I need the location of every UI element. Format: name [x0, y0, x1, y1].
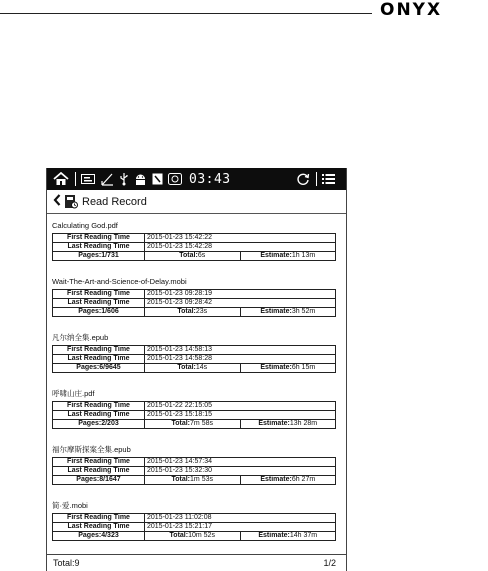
record-table	[52, 513, 336, 541]
flag-icon	[152, 168, 163, 190]
first-reading-row	[53, 290, 336, 299]
summary-row	[53, 532, 336, 541]
status-separator-right	[316, 172, 317, 186]
total-label: Total:	[171, 420, 191, 427]
record-filename: 呼啸山庄.pdf	[52, 389, 95, 398]
last-reading-label: Last Reading Time	[53, 355, 145, 364]
estimate-value: 3h 52m	[291, 308, 316, 315]
menu-icon[interactable]	[322, 168, 335, 190]
pages-value: 4/323	[101, 532, 119, 539]
pages-value: 6/9645	[99, 364, 121, 371]
status-separator	[75, 172, 76, 186]
pen-icon[interactable]	[100, 168, 114, 190]
estimate-label: Estimate:	[258, 532, 290, 539]
title-bar	[47, 190, 346, 214]
first-reading-value: 2015-01-23 11:02:08	[145, 514, 336, 523]
device-screen	[46, 168, 347, 571]
pages-cell	[53, 532, 145, 541]
refresh-icon[interactable]	[296, 168, 310, 190]
pages-label: Pages:	[76, 364, 100, 371]
record-table	[52, 457, 336, 485]
total-label: Total:	[177, 308, 196, 315]
estimate-cell	[240, 420, 336, 429]
estimate-label: Estimate:	[260, 364, 292, 371]
first-reading-value: 2015-01-23 14:57:34	[145, 458, 336, 467]
last-reading-label: Last Reading Time	[53, 523, 145, 532]
record-item[interactable]	[52, 220, 342, 276]
last-reading-value: 2015-01-23 09:28:42	[145, 299, 336, 308]
first-reading-label: First Reading Time	[53, 402, 145, 411]
first-reading-value: 2015-01-23 15:42:22	[145, 234, 336, 243]
total-cell	[145, 420, 241, 429]
total-cell	[145, 308, 241, 317]
total-value: 23s	[195, 308, 208, 315]
estimate-label: Estimate:	[260, 252, 292, 259]
pages-value: 1/731	[101, 252, 119, 259]
record-table	[52, 401, 336, 429]
estimate-cell	[240, 532, 336, 541]
record-table	[52, 233, 336, 261]
pages-label: Pages:	[78, 252, 102, 259]
estimate-label: Estimate:	[258, 420, 290, 427]
total-value: 10m 52s	[188, 532, 215, 539]
estimate-value: 1h 13m	[291, 252, 316, 259]
total-value: 6s	[197, 252, 206, 259]
first-reading-value: 2015-01-23 14:58:13	[145, 346, 336, 355]
first-reading-value: 2015-01-23 09:28:19	[145, 290, 336, 299]
last-reading-label: Last Reading Time	[53, 411, 145, 420]
first-reading-label: First Reading Time	[53, 346, 145, 355]
status-bar	[47, 168, 346, 190]
total-cell	[145, 252, 241, 261]
last-reading-row	[53, 523, 336, 532]
first-reading-label: First Reading Time	[53, 290, 145, 299]
last-reading-value: 2015-01-23 15:42:28	[145, 243, 336, 252]
total-label: Total:	[177, 364, 196, 371]
estimate-label: Estimate:	[260, 308, 292, 315]
summary-row	[53, 308, 336, 317]
clock-icon	[168, 168, 182, 190]
total-cell	[145, 476, 241, 485]
first-reading-label: First Reading Time	[53, 234, 145, 243]
estimate-value: 6h 15m	[291, 364, 316, 371]
usb-icon	[119, 168, 129, 190]
last-reading-value: 2015-01-23 15:21:17	[145, 523, 336, 532]
record-table	[52, 289, 336, 317]
record-item[interactable]	[52, 332, 342, 388]
android-icon	[134, 168, 147, 190]
total-cell	[145, 364, 241, 373]
total-label: Total:	[171, 476, 191, 483]
pages-value: 2/203	[101, 420, 119, 427]
record-filename: Wait-The-Art-and-Science-of-Delay.mobi	[52, 277, 187, 286]
pages-label: Pages:	[78, 532, 102, 539]
first-reading-row	[53, 234, 336, 243]
first-reading-row	[53, 402, 336, 411]
pages-cell	[53, 364, 145, 373]
total-cell	[145, 532, 241, 541]
estimate-value: 14h 37m	[289, 532, 318, 539]
last-reading-row	[53, 411, 336, 420]
last-reading-row	[53, 299, 336, 308]
last-reading-value: 2015-01-23 14:58:28	[145, 355, 336, 364]
first-reading-value: 2015-01-22 22:15:05	[145, 402, 336, 411]
first-reading-row	[53, 514, 336, 523]
last-reading-value: 2015-01-23 15:32:30	[145, 467, 336, 476]
estimate-cell	[240, 308, 336, 317]
record-item[interactable]	[52, 500, 342, 556]
page-title: Read Record	[82, 195, 147, 208]
pages-cell	[53, 252, 145, 261]
record-filename: 福尔摩斯探案全集.epub	[52, 445, 131, 454]
total-label: Total:	[179, 252, 198, 259]
last-reading-row	[53, 243, 336, 252]
keyboard-icon[interactable]	[81, 168, 95, 190]
last-reading-label: Last Reading Time	[53, 299, 145, 308]
estimate-value: 13h 28m	[289, 420, 318, 427]
last-reading-label: Last Reading Time	[53, 467, 145, 476]
list-footer	[47, 554, 346, 571]
record-filename: 简·爱.mobi	[52, 501, 88, 510]
record-item[interactable]	[52, 444, 342, 500]
pages-label: Pages:	[76, 476, 100, 483]
estimate-label: Estimate:	[260, 476, 292, 483]
last-reading-label: Last Reading Time	[53, 243, 145, 252]
last-reading-value: 2015-01-23 15:18:15	[145, 411, 336, 420]
estimate-cell	[240, 364, 336, 373]
pages-value: 1/606	[101, 308, 119, 315]
pages-label: Pages:	[78, 420, 102, 427]
summary-row	[53, 364, 336, 373]
status-time: 03:43	[189, 171, 231, 187]
summary-row	[53, 476, 336, 485]
record-filename: Calculating God.pdf	[52, 221, 118, 230]
first-reading-row	[53, 458, 336, 467]
record-item[interactable]	[52, 388, 342, 444]
total-value: 1m 53s	[190, 476, 213, 483]
first-reading-label: First Reading Time	[53, 458, 145, 467]
last-reading-row	[53, 355, 336, 364]
last-reading-row	[53, 467, 336, 476]
first-reading-row	[53, 346, 336, 355]
read-record-icon	[64, 194, 78, 209]
brand-logo: ONYX	[372, 0, 488, 20]
record-total: Total:9	[53, 558, 80, 568]
summary-row	[53, 420, 336, 429]
record-item[interactable]	[52, 276, 342, 332]
estimate-value: 6h 27m	[291, 476, 316, 483]
pages-cell	[53, 476, 145, 485]
record-list	[52, 220, 342, 556]
pages-cell	[53, 308, 145, 317]
first-reading-label: First Reading Time	[53, 514, 145, 523]
home-icon[interactable]	[53, 168, 69, 190]
page-indicator[interactable]: 1/2	[323, 558, 336, 568]
summary-row	[53, 252, 336, 261]
estimate-cell	[240, 476, 336, 485]
record-filename: 凡尔纳全集.epub	[52, 333, 109, 342]
total-label: Total:	[169, 532, 189, 539]
record-table	[52, 345, 336, 373]
back-chevron-icon[interactable]	[53, 193, 61, 211]
pages-label: Pages:	[78, 308, 102, 315]
pages-value: 8/1647	[99, 476, 121, 483]
estimate-cell	[240, 252, 336, 261]
pages-cell	[53, 420, 145, 429]
total-value: 7m 58s	[190, 420, 213, 427]
total-value: 14s	[195, 364, 208, 371]
